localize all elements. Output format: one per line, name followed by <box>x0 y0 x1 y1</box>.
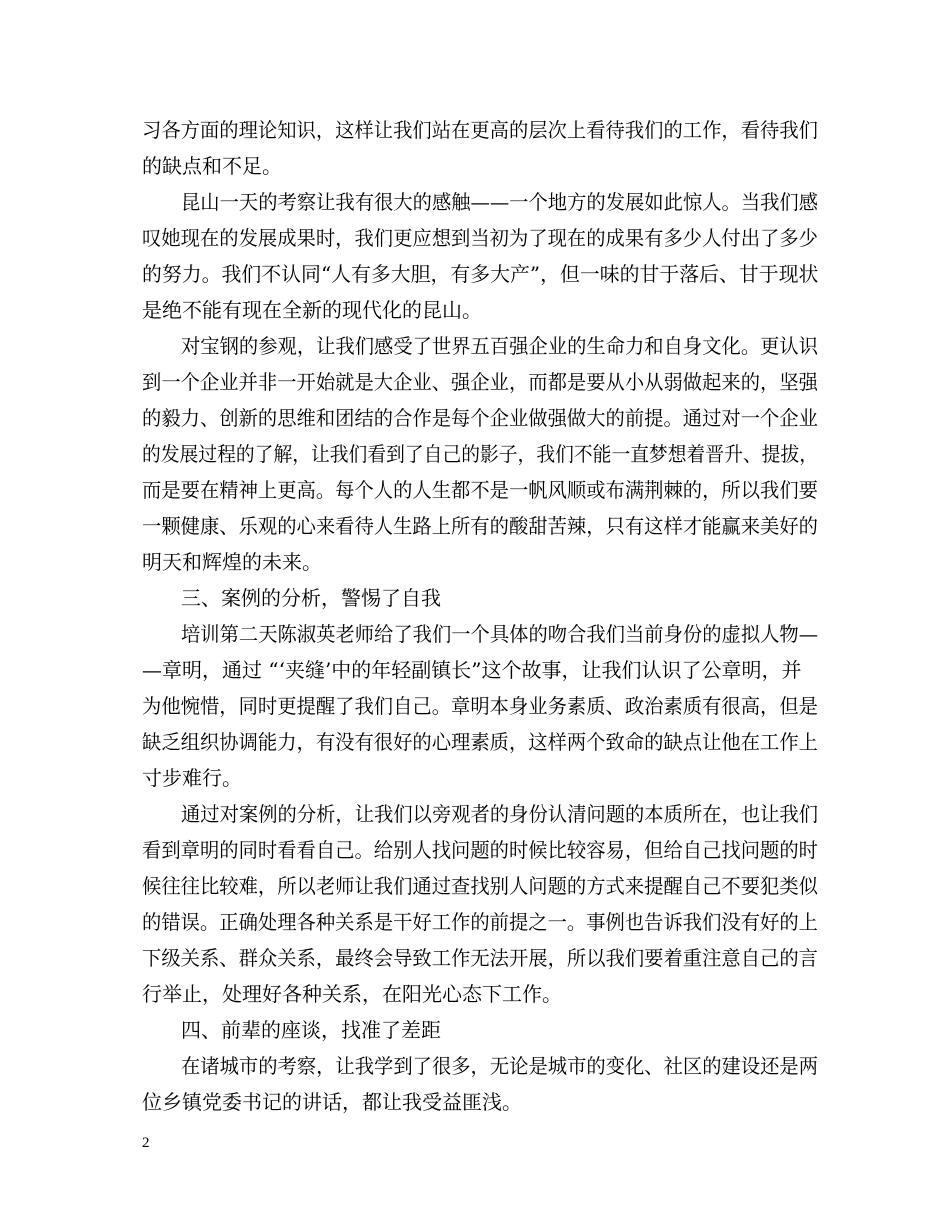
text-line: 是绝不能有现在全新的现代化的昆山。 <box>142 298 482 322</box>
text-line: 下级关系、群众关系，最终会导致工作无法开展，所以我们要着重注意自己的言 <box>142 946 818 970</box>
text-line: 的毅力、创新的思维和团结的合作是每个企业做强做大的前提。通过对一个企业 <box>142 406 818 430</box>
text-line: 明天和辉煌的未来。 <box>142 550 322 574</box>
text-line: 寸步难行。 <box>142 766 242 790</box>
text-line: 一颗健康、乐观的心来看待人生路上所有的酸甜苦辣，只有这样才能赢来美好的 <box>142 514 818 538</box>
text-line: 叹她现在的发展成果时，我们更应想到当初为了现在的成果有多少人付出了多少 <box>142 226 818 250</box>
text-line: 为他惋惜，同时更提醒了我们自己。章明本身业务素质、政治素质有很高，但是 <box>142 694 818 718</box>
text-line: —章明，通过 “‘夹缝’中的年轻副镇长”这个故事，让我们认识了公章明，并 <box>142 658 802 682</box>
text-line: 的发展过程的了解，让我们看到了自己的影子，我们不能一直梦想着晋升、提拔， <box>142 442 819 466</box>
text-line: 对宝钢的参观，让我们感受了世界五百强企业的生命力和自身文化。更认识 <box>181 334 819 358</box>
text-line: 的缺点和不足。 <box>142 154 282 178</box>
text-line: 行举止，处理好各种关系，在阳光心态下工作。 <box>142 982 562 1006</box>
text-line: 到一个企业并非一开始就是大企业、强企业，而都是要从小从弱做起来的，坚强 <box>142 370 818 394</box>
text-line: 通过对案例的分析，让我们以旁观者的身份认清问题的本质所在，也让我们 <box>181 802 819 826</box>
text-line: 的努力。我们不认同“人有多大胆，有多大产”，但一味的甘于落后、甘于现状 <box>142 262 819 286</box>
text-line: 看到章明的同时看看自己。给别人找问题的时候比较容易，但给自己找问题的时 <box>142 838 818 862</box>
section-heading: 四、前辈的座谈，找准了差距 <box>181 1018 441 1042</box>
text-line: 而是要在精神上更高。每个人的人生都不是一帆风顺或布满荆棘的，所以我们要 <box>142 478 818 502</box>
text-line: 在诸城市的考察，让我学到了很多，无论是城市的变化、社区的建设还是两 <box>181 1054 819 1078</box>
text-line: 习各方面的理论知识，这样让我们站在更高的层次上看待我们的工作，看待我们 <box>142 118 818 142</box>
text-line: 位乡镇党委书记的讲话，都让我受益匪浅。 <box>142 1090 522 1114</box>
text-line: 培训第二天陈淑英老师给了我们一个具体的吻合我们当前身份的虚拟人物— <box>181 622 819 646</box>
page-number: 2 <box>142 1135 150 1151</box>
text-line: 候往往比较难，所以老师让我们通过查找别人问题的方式来提醒自己不要犯类似 <box>142 874 818 898</box>
text-line: 缺乏组织协调能力，有没有很好的心理素质，这样两个致命的缺点让他在工作上 <box>142 730 818 754</box>
section-heading: 三、案例的分析，警惕了自我 <box>181 586 441 610</box>
text-line: 昆山一天的考察让我有很大的感触——一个地方的发展如此惊人。当我们感 <box>181 190 819 214</box>
text-line: 的错误。正确处理各种关系是干好工作的前提之一。事例也告诉我们没有好的上 <box>142 910 818 934</box>
